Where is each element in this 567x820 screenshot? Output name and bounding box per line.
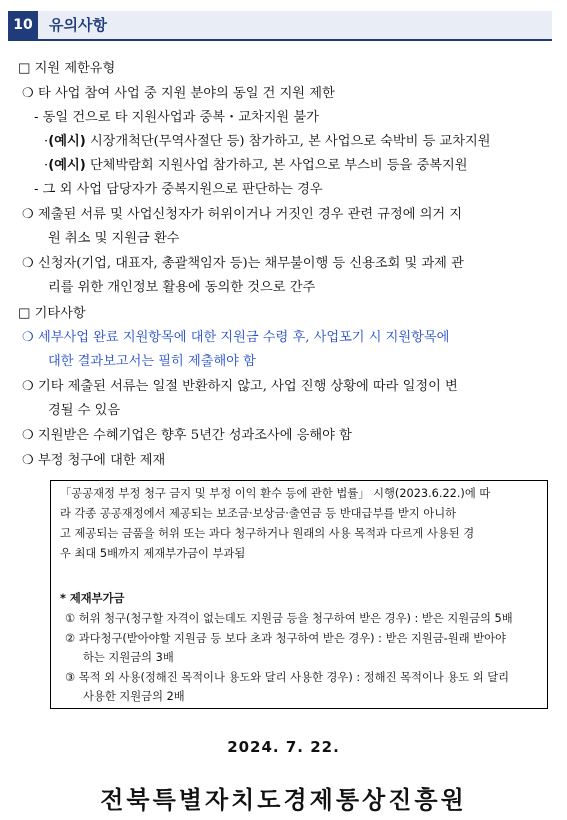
sanction-subtitle: * 제재부가금 — [60, 592, 125, 605]
list-item: ❍ 지원받은 수혜기업은 향후 5년간 성과조사에 응해야 함 — [22, 428, 352, 443]
list-item-continued: 원 취소 및 지원금 환수 — [48, 231, 180, 246]
list-item: ·(예시) 시장개척단(무역사절단 등) 참가하고, 본 사업으로 숙박비 등 교차지원 — [44, 134, 491, 149]
list-item-highlight: ❍ 세부사업 완료 지원항목에 대한 지원금 수령 후, 사업포기 시 지원항목에 — [22, 330, 450, 345]
list-item-continued: 경될 수 있음 — [48, 403, 121, 418]
notice-line: 「공공재정 부정 청구 금지 및 부정 이익 환수 등에 관한 법률」 시행(2023.6.22.)에 따 — [60, 487, 491, 500]
list-item-continued: 리를 위한 개인정보 활용에 동의한 것으로 간주 — [48, 280, 316, 295]
list-item: - 동일 건으로 타 지원사업과 중복・교차지원 불가 — [34, 110, 319, 125]
section-number: 10 — [8, 11, 38, 39]
section2-title: □ 기타사항 — [18, 306, 86, 321]
example-label: (예시) — [48, 158, 86, 173]
organization-name: 전북특별자치도경제통상진흥원 — [100, 785, 467, 814]
list-item: ❍ 부정 청구에 대한 제재 — [22, 453, 166, 468]
list-item-continued: 대한 결과보고서는 필히 제출해야 함 — [48, 354, 256, 369]
sanction-item-continued: 하는 지원금의 3배 — [83, 651, 174, 664]
list-item: - 그 외 사업 담당자가 중복지원으로 판단하는 경우 — [34, 182, 323, 197]
notice-line: 고 제공되는 금품을 허위 또는 과다 청구하거나 원래의 사용 목적과 다르게 사용된 경 — [60, 527, 475, 540]
sanction-notice-box — [50, 480, 548, 709]
list-item: ❍ 기타 제출된 서류는 일절 반환하지 않고, 사업 진행 상황에 따라 일정이 변 — [22, 379, 458, 394]
example-label: (예시) — [48, 134, 86, 149]
section-title: 유의사항 — [49, 16, 107, 34]
sanction-item: ③ 목적 외 사용(정해진 목적이나 용도와 달리 사용한 경우) : 정해진 목적이나 용도 외 달리 — [65, 671, 510, 684]
notice-line: 라 각종 공공재정에서 제공되는 보조금·보상금·출연금 등 반대급부를 받지 아니하 — [60, 507, 457, 520]
list-item: ❍ 타 사업 참여 사업 중 지원 분야의 동일 건 지원 제한 — [22, 86, 335, 101]
sanction-item-continued: 사용한 지원금의 2배 — [83, 690, 185, 703]
notice-line: 우 최대 5배까지 제재부가금이 부과됨 — [60, 547, 246, 560]
section1-title: □ 지원 제한유형 — [18, 61, 116, 76]
document-date: 2024. 7. 22. — [227, 738, 340, 756]
list-item: ·(예시) 단체박람회 지원사업 참가하고, 본 사업으로 부스비 등을 중복지원 — [44, 158, 468, 173]
sanction-item: ② 과다청구(받아야할 지원금 등 보다 초과 청구하여 받은 경우) : 받은 지원금-원래 받아야 — [65, 632, 506, 645]
section-header — [8, 11, 552, 41]
list-item: ❍ 제출된 서류 및 사업신청자가 허위이거나 거짓인 경우 관련 규정에 의거 지 — [22, 207, 463, 222]
sanction-item: ① 허위 청구(청구할 자격이 없는데도 지원금 등을 청구하여 받은 경우) : 받은 지원금의 5배 — [65, 612, 513, 625]
list-item: ❍ 신청자(기업, 대표자, 총괄책임자 등)는 채무불이행 등 신용조회 및 과제 관 — [22, 256, 464, 271]
